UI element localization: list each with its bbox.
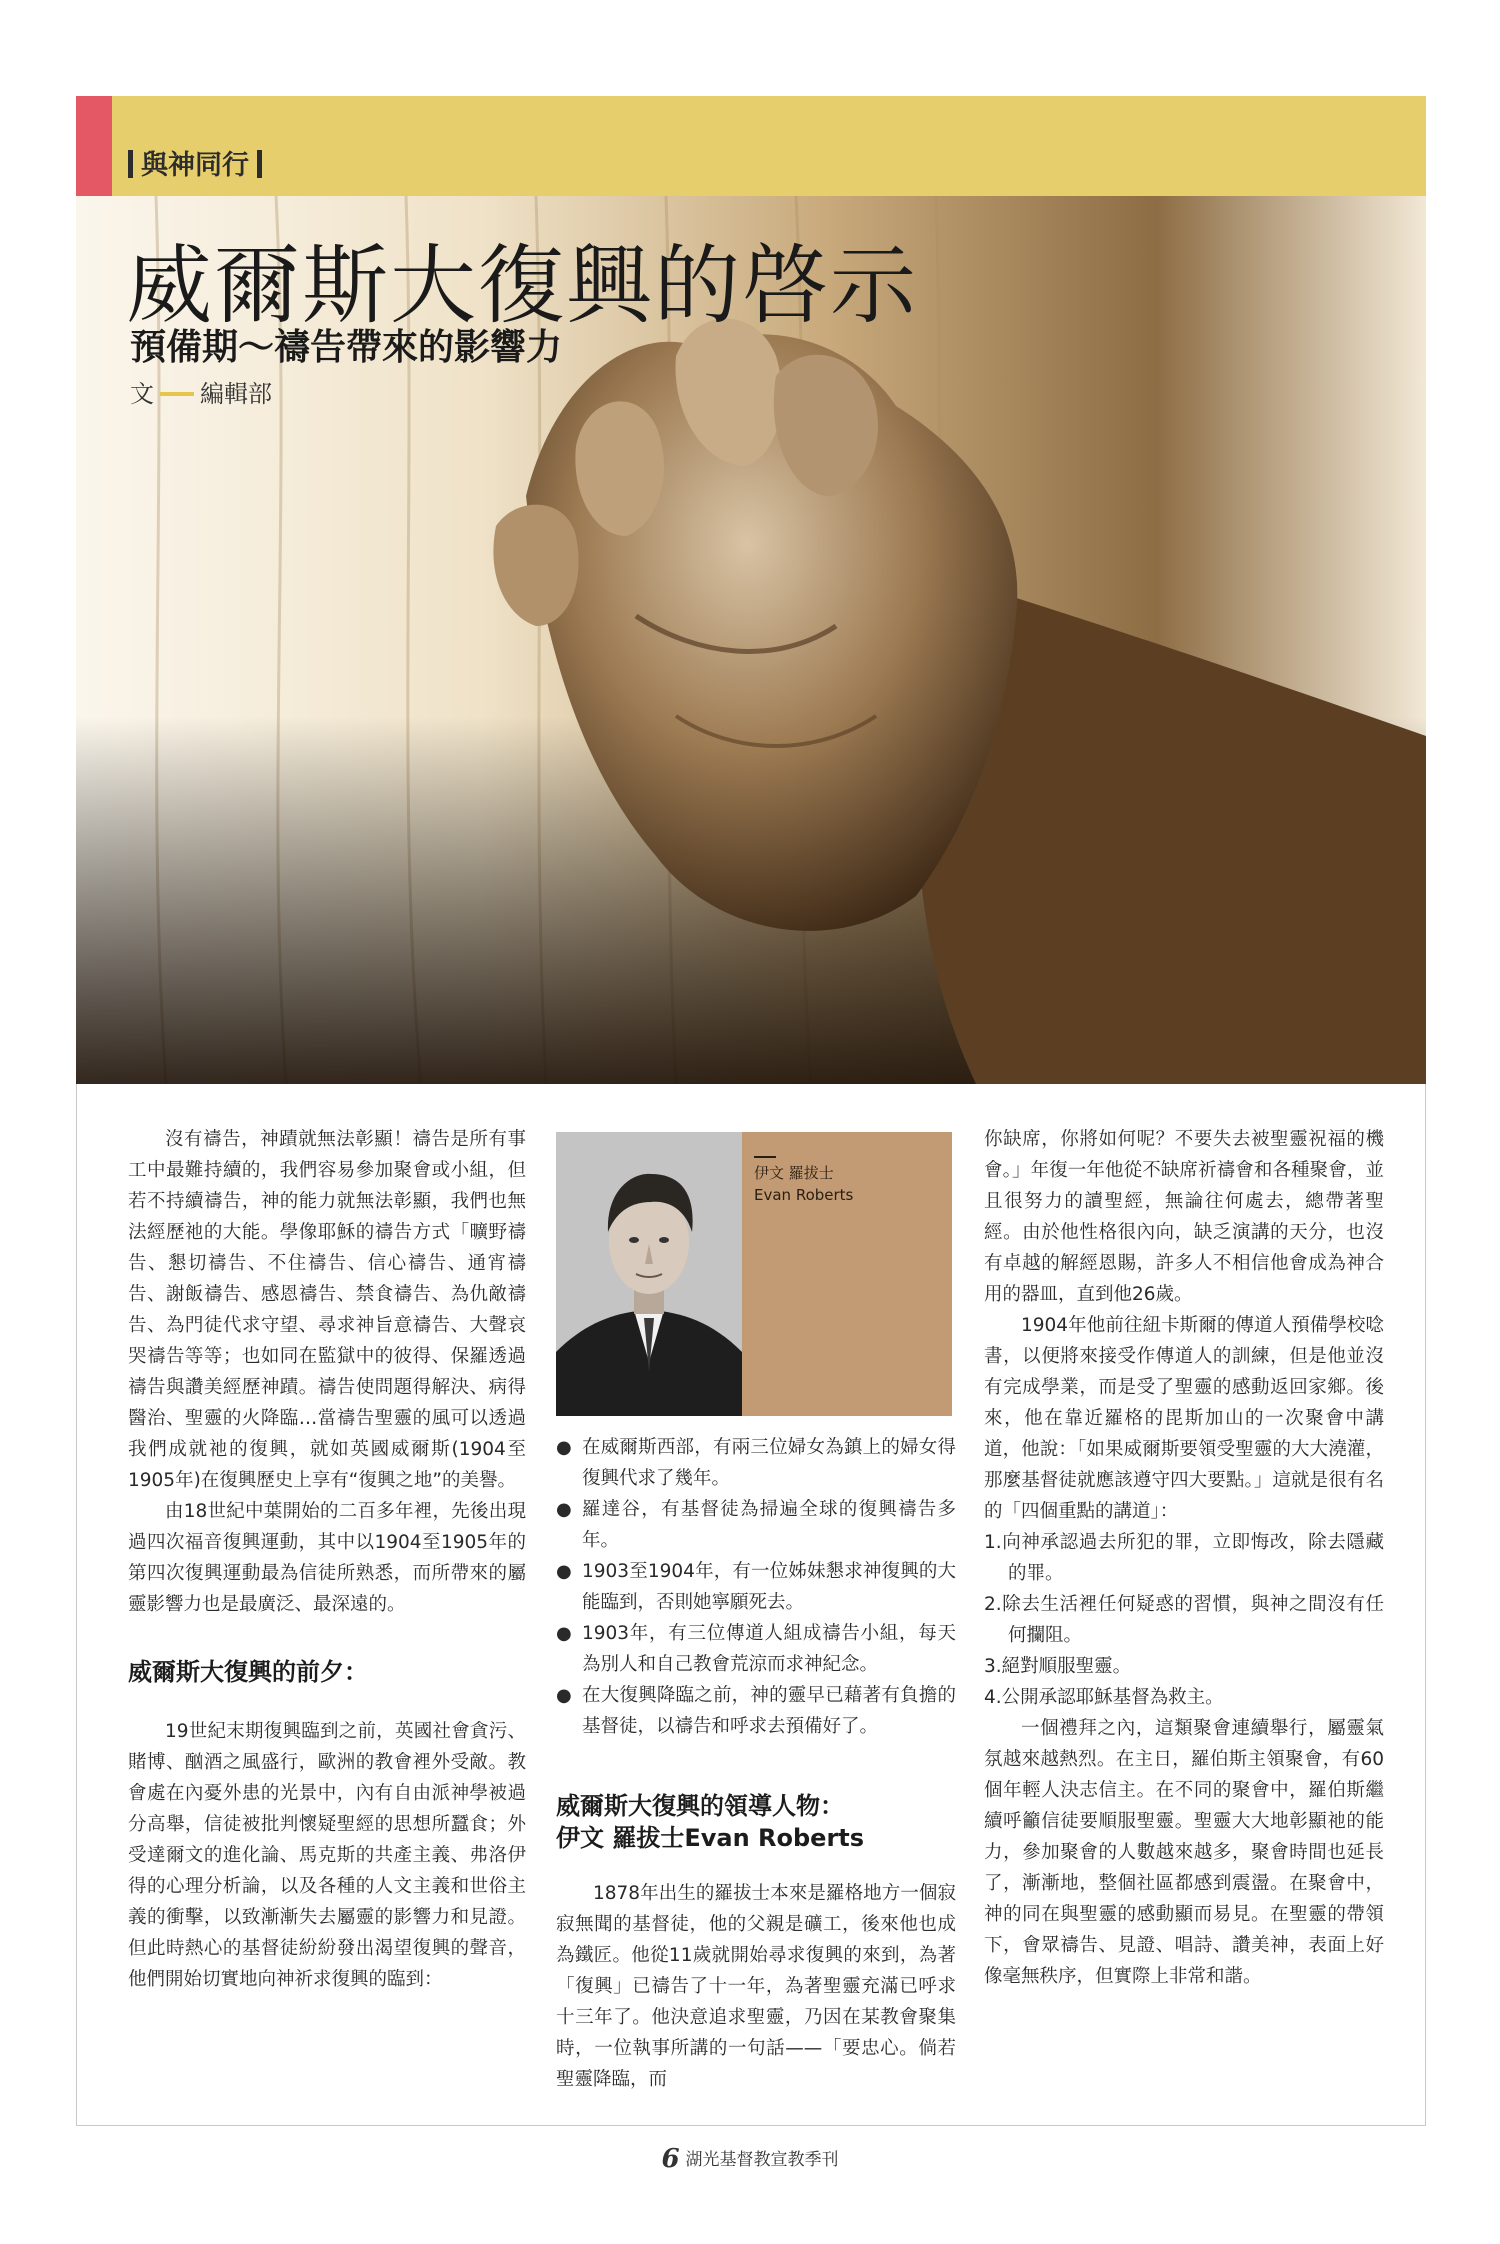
- paragraph: 1878年出生的羅拔士本來是羅格地方一個寂寂無聞的基督徒，他的父親是礦工，後來他也成為鐵匠。他從11歲就開始尋求復興的來到，為著「復興」已禱告了十一年，為著聖靈充滿已呼求十三年了。他決意追求聖靈，乃因在某教會聚集時，一位執事所講的一句話——「要忠心。倘若聖靈降臨，而: [556, 1883, 956, 2090]
- column-3: [984, 1124, 1384, 1992]
- page-footer: [0, 2144, 1500, 2174]
- section-label-bar-left: [128, 150, 133, 178]
- byline-author: 編輯部: [200, 380, 272, 408]
- publication-name: 湖光基督教宣教季刊: [685, 2150, 839, 2170]
- section-label: [128, 146, 262, 186]
- list-item: ● 1903至1904年，有一位姊妹懇求神復興的大能臨到，否則她寧願死去。: [556, 1556, 956, 1618]
- column-1: [128, 1124, 526, 1995]
- list-item: 2.除去生活裡任何疑惑的習慣，與神之間沒有任何攔阻。: [984, 1594, 1384, 1646]
- list-item: ● 在威爾斯西部，有兩三位婦女為鎮上的婦女得復興代求了幾年。: [556, 1432, 956, 1494]
- byline-dash: [160, 392, 194, 396]
- section-band-accent: [76, 96, 112, 196]
- prayer-list: [556, 1432, 956, 1742]
- section-label-bar-right: [257, 150, 262, 178]
- section-label-text: 與神同行: [141, 150, 249, 181]
- four-points-list: [984, 1527, 1384, 1713]
- paragraph: 19世紀末期復興臨到之前，英國社會貪污、賭博、酗酒之風盛行，歐洲的教會裡外受敵。教會處在內憂外患的光景中，內有自由派神學被過分高舉，信徒被批判懷疑聖經的思想所蠶食；外受達爾文的進化論、馬克斯的共產主義、弗洛伊得的心理分析論，以及各種的人文主義和世俗主義的衝擊，以致漸漸失去屬靈的影響力和見證。但此時熱心的基督徒紛紛發出渴望復興的聲音，他們開始切實地向神祈求復興的臨到：: [128, 1721, 526, 1990]
- section-heading-line2: 伊文 羅拔士Evan Roberts: [556, 1824, 865, 1852]
- list-item: 4.公開承認耶穌基督為救主。: [984, 1687, 1224, 1708]
- list-item: ● 羅達谷，有基督徒為掃遍全球的復興禱告多年。: [556, 1494, 956, 1556]
- section-band: [76, 96, 1426, 196]
- paragraph: 沒有禱告，神蹟就無法彰顯！禱告是所有事工中最難持續的，我們容易參加聚會或小組，但若不持續禱告，神的能力就無法彰顯，我們也無法經歷祂的大能。學像耶穌的禱告方式「曠野禱告、懇切禱告、不住禱告、信心禱告、通宵禱告、謝飯禱告、感恩禱告、禁食禱告、為仇敵禱告、為門徒代求守望、尋求神旨意禱告、大聲哀哭禱告等等；也如同在監獄中的彼得、保羅透過禱告與讚美經歷神蹟。禱告使問題得解決、病得醫治、聖靈的火降臨…當禱告聖靈的風可以透過我們成就祂的復興，就如英國威爾斯(1904至1905年)在復興歷史上享有“復興之地”的美譽。: [128, 1129, 526, 1491]
- caption-name-zh: 伊文 羅拔士: [754, 1164, 834, 1182]
- portrait-caption: [754, 1156, 853, 1206]
- page-number: 6: [661, 2144, 680, 2174]
- byline: [130, 378, 272, 410]
- section-heading: 威爾斯大復興的前夕：: [128, 1658, 368, 1686]
- paragraph: 由18世紀中葉開始的二百多年裡，先後出現過四次福音復興運動，其中以1904至1905年的第四次復興運動最為信徒所熟悉，而所帶來的屬靈影響力也是最廣泛、最深遠的。: [128, 1501, 526, 1615]
- portrait-box: [556, 1132, 952, 1416]
- paragraph: 你缺席，你將如何呢？不要失去被聖靈祝福的機會。」年復一年他從不缺席祈禱會和各種聚會，並且很努力的讀聖經，無論往何處去，總帶著聖經。由於他性格很內向，缺乏演講的天分，也沒有卓越的解經恩賜，許多人不相信他會成為神合用的器皿，直到他26歲。: [984, 1129, 1384, 1305]
- section-heading: [556, 1790, 956, 1854]
- article-subtitle: 預備期～禱告帶來的影響力: [130, 327, 563, 368]
- list-item: ● 在大復興降臨之前，神的靈早已藉著有負擔的基督徒，以禱告和呼求去預備好了。: [556, 1680, 956, 1742]
- caption-mark: [754, 1156, 776, 1158]
- caption-name-en: Evan Roberts: [754, 1186, 854, 1204]
- list-item: 1.向神承認過去所犯的罪，立即悔改，除去隱藏的罪。: [984, 1532, 1384, 1584]
- column-2: [556, 1432, 956, 2095]
- evan-roberts-portrait: [556, 1132, 742, 1416]
- paragraph: 一個禮拜之內，這類聚會連續舉行，屬靈氣氛越來越熱烈。在主日，羅伯斯主領聚會，有60個年輕人決志信主。在不同的聚會中，羅伯斯繼續呼籲信徒要順服聖靈。聖靈大大地彰顯祂的能力，參加聚會的人數越來越多，聚會時間也延長了，漸漸地，整個社區都感到震盪。在聚會中，神的同在與聖靈的感動顯而易見。在聖靈的帶領下，會眾禱告、見證、唱詩、讚美神，表面上好像毫無秩序，但實際上非常和諧。: [984, 1718, 1384, 1987]
- byline-prefix: 文: [130, 380, 154, 408]
- paragraph: 1904年他前往紐卡斯爾的傳道人預備學校唸書，以便將來接受作傳道人的訓練，但是他並沒有完成學業，而是受了聖靈的感動返回家鄉。後來，他在靠近羅格的毘斯加山的一次聚會中講道，他說：「如果威爾斯要領受聖靈的大大澆灌，那麼基督徒就應該遵守四大要點。」這就是很有名的「四個重點的講道」：: [984, 1315, 1384, 1522]
- section-heading-line1: 威爾斯大復興的領導人物：: [556, 1792, 844, 1820]
- article-title: 威爾斯大復興的啓示: [126, 236, 918, 336]
- list-item: ● 1903年，有三位傳道人組成禱告小組，每天為別人和自己教會荒涼而求神紀念。: [556, 1618, 956, 1680]
- list-item: 3.絕對順服聖靈。: [984, 1656, 1132, 1677]
